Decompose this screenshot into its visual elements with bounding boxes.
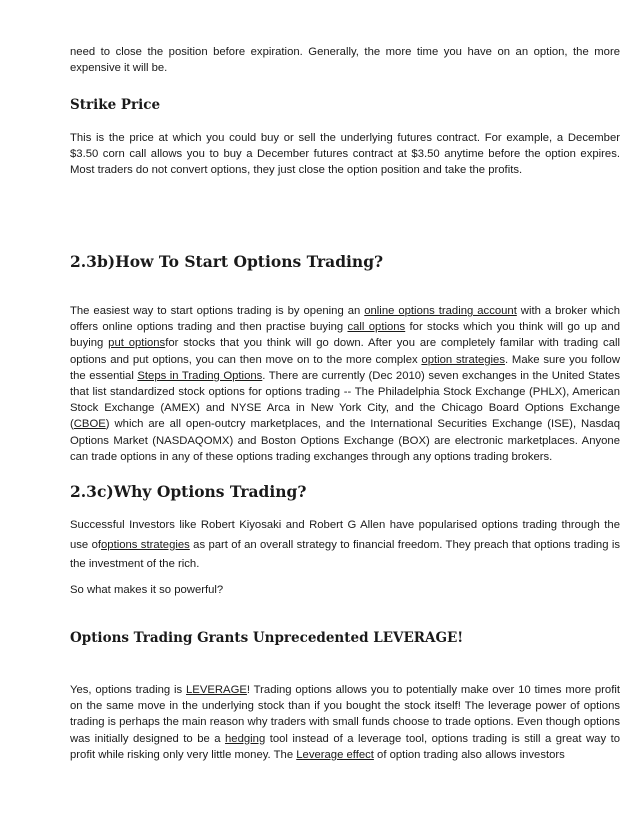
text-run: as part of an overall strategy to financial freedom. They preach that options trading is the investment of the rich. — [70, 538, 621, 570]
text-run: . There are currently (Dec 2010) seven exchanges in the United States that list standardized stock options for options trading -- The Philadelphia Stock Exchange (PHLX), American Stock Exchange (AMEX) and NYSE Arca in New York City, and the Chicago Board Options Exchange ( — [70, 369, 620, 431]
text-run: for stocks which you think will go up and buying — [70, 321, 620, 350]
strike-price-paragraph: This is the price at which you could buy or sell the underlying futures contract. For example, a December $3.50 corn call allows you to buy a December futures contract at $3.50 anytime before the option expires. Most traders do not convert options, they just close the option position and take the profits. — [70, 132, 620, 177]
start-trading-paragraph — [70, 303, 620, 465]
leverage-effect-link[interactable]: Leverage effect — [296, 748, 374, 761]
leverage-link[interactable]: LEVERAGE — [186, 684, 247, 696]
text-run: Successful Investors like Robert Kiyosaki and Robert G Allen have popularised options trading through the use of — [70, 519, 620, 551]
why-options-paragraph — [70, 516, 620, 575]
intro-section — [70, 44, 620, 76]
why-options-section — [70, 482, 620, 502]
leverage-paragraph — [70, 682, 620, 763]
put-options-link[interactable]: put options — [108, 337, 166, 350]
steps-in-trading-options-link[interactable]: Steps in Trading Options — [137, 369, 263, 382]
strike-price-body — [70, 130, 620, 179]
leverage-body — [70, 682, 620, 763]
intro-paragraph: need to close the position before expiration. Generally, the more time you have on an option, the more expensive it will be. — [70, 46, 620, 75]
text-run: The easiest way to start options trading is by opening an — [70, 305, 365, 317]
text-run: with a broker which offers online options trading and then practise buying — [70, 305, 620, 334]
call-options-link[interactable]: call options — [347, 321, 406, 334]
cboe-link[interactable]: CBOE — [73, 418, 106, 431]
why-options-heading: 2.3c)Why Options Trading? — [70, 482, 307, 501]
why-options-body — [70, 516, 620, 575]
text-run: of option trading also allows investors — [373, 748, 565, 761]
text-run: for stocks that you think will go down. After you are completely familar with trading call options and put options, you can then move on to the more complex — [70, 337, 620, 366]
online-options-trading-account-link[interactable]: online options trading account — [364, 305, 517, 317]
strike-price-heading: Strike Price — [70, 97, 161, 113]
start-trading-body — [70, 303, 620, 465]
powerful-section — [70, 582, 620, 598]
strike-price-section — [70, 96, 620, 114]
leverage-section — [70, 629, 620, 647]
options-strategies-link[interactable]: options strategies — [101, 538, 190, 551]
text-run: ) which are all open-outcry marketplaces, and the International Securities Exchange (ISE), Nasdaq Options Market (NASDAQOMX) and Boston Options Exchange (BOX) are electronic marketplaces. Anyone can trade options in any of these options trading exchanges through any options trading brokers. — [70, 418, 620, 463]
text-run: . Make sure you follow the essential — [70, 353, 620, 382]
start-trading-heading: 2.3b)How To Start Options Trading? — [70, 252, 384, 271]
option-strategies-link[interactable]: option strategies — [421, 353, 505, 366]
text-run: ! Trading options allows you to potentially make over 10 times more profit on the same move in the underlying stock than if you bought the stock itself! The leverage power of options trading is perhaps the main reason why traders with small funds choose to trade options. Even though options was initially designed to be a — [70, 684, 620, 745]
start-trading-section — [70, 252, 620, 272]
powerful-question: So what makes it so powerful? — [70, 584, 224, 596]
text-run: tool instead of a leverage tool, options trading is still a great way to profit while risking only very little money. The — [70, 732, 620, 761]
hedging-link[interactable]: hedging — [225, 732, 266, 745]
leverage-heading: Options Trading Grants Unprecedented LEVERAGE! — [70, 630, 464, 646]
text-run: Yes, options trading is — [70, 684, 187, 696]
